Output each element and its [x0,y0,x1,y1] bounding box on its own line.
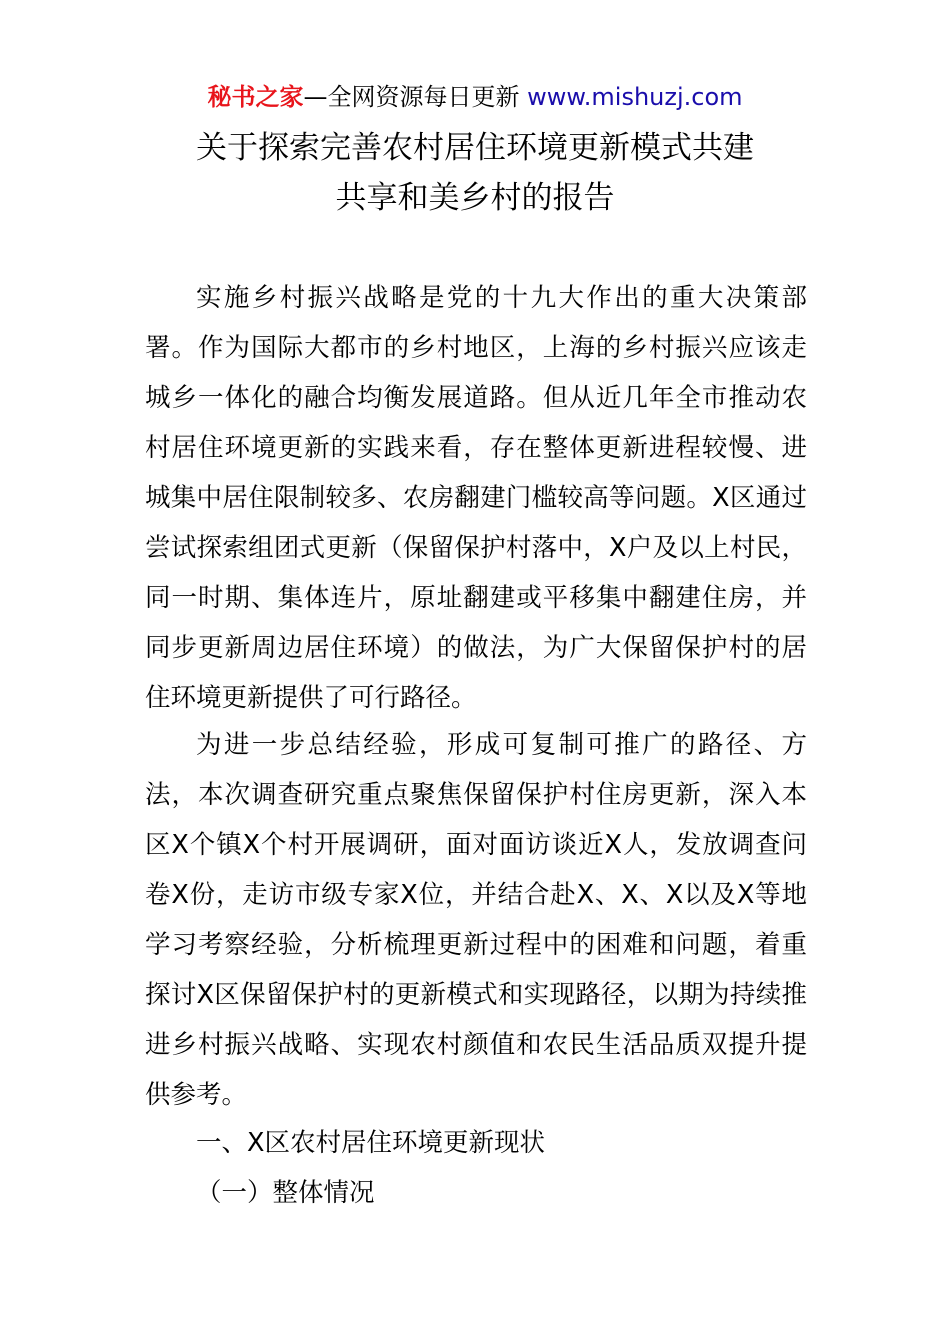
site-brand: 秘书之家 [207,83,304,111]
body-paragraph-2: 为进一步总结经验，形成可复制可推广的路径、方法，本次调查研究重点聚焦保留保护村住房更新，深入本区X个镇X个村开展调研，面对面访谈近X人，发放调查问卷X份，走访市级专家X位，并结合赴X、X、X以及X等地学习考察经验，分析梳理更新过程中的困难和问题，着重探讨X区保留保护村的更新模式和实现路径，以期为持续推进乡村振兴战略、实现农村颜值和农民生活品质双提升提供参考。 [145,730,807,1110]
subsection-heading-1: （一）整体情况 [196,1178,375,1208]
section-heading-1: 一、X区农村居住环境更新现状 [196,1128,545,1158]
site-url-link[interactable]: www.mishuzj.com [527,83,743,111]
site-header [0,80,950,114]
body-paragraph-1: 实施乡村振兴战略是党的十九大作出的重大决策部署。作为国际大都市的乡村地区，上海的乡村振兴应该走城乡一体化的融合均衡发展道路。但从近几年全市推动农村居住环境更新的实践来看，存在整体更新进程较慢、进城集中居住限制较多、农房翻建门槛较高等问题。X区通过尝试探索组团式更新（保留保护村落中，X户及以上村民，同一时期、集体连片，原址翻建或平移集中翻建住房，并同步更新周边居住环境）的做法，为广大保留保护村的居住环境更新提供了可行路径。 [145,283,807,713]
report-title-line-2: 共享和美乡村的报告 [335,180,615,216]
site-tagline: —全网资源每日更新 [303,83,528,111]
report-title-line-1: 关于探索完善农村居住环境更新模式共建 [196,130,754,166]
